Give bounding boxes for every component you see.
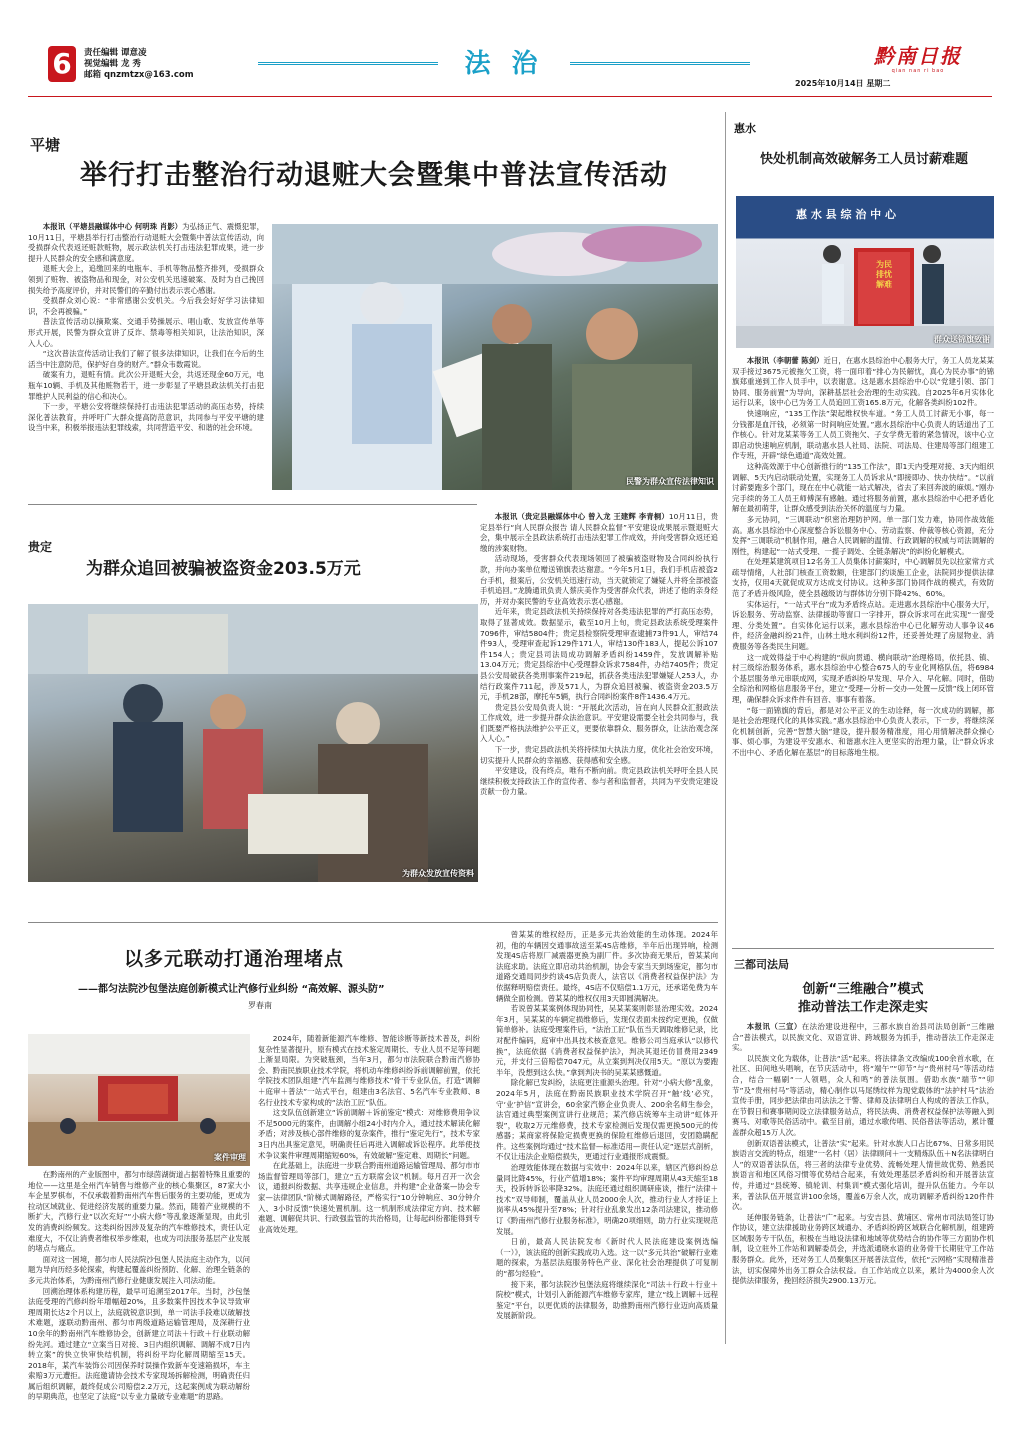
article-duyun	[28, 930, 719, 1402]
article-duyun-col1	[28, 1170, 250, 1402]
paragraph: 曾某某的维权经历，正是多元共治效能的生动体现。2024年初，他的车辆因交通事故送至某4S店维修，半年后出现异响，检测发现4S店将原厂减震器更换为副厂件。多次协商无果后，曾某某向法庭求助。法庭立即启动共治机制，协会专家当天到场鉴定，都匀市道路交通局同步约谈4S店负责人，法官以《消费者权益保护法》为依据释明赔偿责任。最终，4S店不仅赔偿1.1万元，还承诺免费为车辆做全面检测。曾某某的维权仅用3天即圆满解决。	[496, 930, 718, 1003]
paragraph: 下一步，贵定县政法机关将持续加大执法力度，优化社会治安环境，切实提升人民群众的幸福感、获得感和安全感。	[480, 745, 718, 765]
article-guiding	[28, 512, 718, 912]
section-divider	[732, 948, 994, 949]
article-sandu-lead: 本报讯（三宣）	[746, 1022, 802, 1031]
paper-pinyin: qian nan ri bao	[891, 68, 945, 74]
article-duyun-col3	[496, 930, 718, 1344]
paragraph: 下一步，平塘公安将继续保持打击违法犯罪活动的高压态势，持续深化普法教育，并呼吁广大群众提高防范意识，共同参与平安平塘的建设当中来，积极举报违法犯罪线索，共同营造平安、和谐的社会环境。	[28, 402, 264, 433]
article-guiding-title: 为群众追回被骗被盗资金203.5万元	[86, 559, 361, 579]
masthead	[0, 0, 1024, 100]
article-guiding-place: 贵定	[28, 540, 53, 554]
paragraph: 在处理某建筑项目12名务工人员集体讨薪案时，中心调解员先以拉家常方式疏导情绪，人社部门核查工资数额，住建部门约谈施工企业，法院同步提供法律支持，仅用4天就促成双方达成支付协议。这种多部门协同作战的模式，有效防范了矛盾升级风险，使全县越级访与群体访分别下降42%、60%。	[732, 557, 994, 599]
section-line-right	[570, 62, 750, 65]
paragraph: 多元协同，“三调联动”织密治理防护网。单一部门发力难，协同作战效能高。惠水县综治中心深度整合诉讼服务中心、劳动监察、仲裁等核心资源，充分发挥“三调联动”机制作用，融合人民调解的温情、行政调解的权威与司法调解的刚性，构建起“一站式受理、一揽子调处、全链条解决”的纠纷化解模式。	[732, 514, 994, 556]
article-huishui-lead: 本报讯（李朝蕾 陈剑）	[746, 356, 824, 365]
paragraph: 贵定县公安局负责人说：“开展此次活动，旨在向人民群众汇报政法工作成效，进一步提升群众法治意识。平安建设需要全社会共同参与，我们既要严格执法维护公平正义，更要依靠群众、服务群众，让法治观念深入人心。”	[480, 702, 718, 744]
paragraph: 破案有力，退赃有情。此次公开退赃大会，共返还现金60万元，电瓶车10辆、手机及其他赃物若干，进一步彰显了平塘县政法机关打击犯罪维护人民利益的信心和决心。	[28, 370, 264, 401]
paragraph: 这一成效得益于中心构建的“纵向贯通、横向联动”治理格局，依托县、镇、村三级综治服务体系，惠水县综治中心整合675人的专业化网格队伍，将6984个基层服务单元串联成网，实现矛盾纠纷早发现、早介入、早化解。同时，借助全综治和网格信息服务平台，建立“受理—分析—交办—处置—反馈”线上闭环管理，确保群众诉求件件有回音、事事有着落。	[732, 652, 994, 704]
column-divider	[725, 112, 726, 1344]
article-guiding-lead: 本报讯（贵定县融媒体中心 曾入龙 王建辉 李青桐）	[494, 512, 669, 521]
paragraph: 普法宣传活动以摘欺案、交通手势操展示、唱山歌、发放宣传单等形式开展，民警为群众宣讲了反诈、禁毒等相关知识，让法治知识，深入人心。	[28, 317, 264, 348]
section-title: 法 治	[464, 49, 544, 79]
paragraph: 活动现场，受害群众代表现场领回了被骗被盗财物及合同纠纷执行款，并向办案单位赠送锦旗表达谢意。“今年5月1日，我们手机店被盗2台手机，报案后，公安机关迅速行动，当天就锁定了嫌疑人并将全部被盗手机追回。”龙腾通讯负责人蔡庆美作为受害群众代表，讲述了他的亲身经历，并对办案民警的专业高效表示衷心感谢。	[480, 554, 718, 606]
article-pingtang	[28, 112, 718, 494]
police-handout-illustration	[28, 604, 478, 882]
editor-credit	[84, 48, 194, 81]
photo-caption: 为群众发放宣传资料	[402, 869, 474, 878]
paragraph: 平安建设，没有终点，唯有不断向前。贵定县政法机关呼吁全县人民继续积极支持政法工作的宣传者、参与者和监督者，共同为平安贵定建设贡献一份力量。	[480, 766, 718, 797]
article-sandu	[732, 956, 994, 1344]
paragraph: 以民族文化为载体，让普法“活”起来。将法律条文改编成100余首水歌，在社区、田间地头唱响，在节庆活动中，将“端午”“卯节”与“贵州村马”等活动结合，结合一幅刷“一人领唱，众人和鸣”的普法氛围。借助水族“端节”“卯节”及“贵州村马”等活动，精心制作以马尾绣纹样为现党载体的“法护村马”法治宣传手册，同步把法律由司法法之干警、律师及法律明白人构成的普法工作队，在节假日和赛事期间设立法律服务站点，将民法典、消费者权益保护法等融入到赛马、对歌等民俗活动中。截至目前，通过水歌传唱、民俗普法等活动，累计覆盖群众超15万人次。	[732, 1053, 994, 1137]
photo-caption: 案件审理	[214, 1153, 246, 1162]
article-huishui-place: 惠水	[734, 122, 756, 135]
issue-date: 2025年10月14日 星期二	[795, 79, 891, 88]
article-guiding-photo	[28, 604, 478, 882]
paragraph: 这种高效源于中心创新推行的“135工作法”，即1天内受理对接、3天内组织调解、5天内启动联动处置，实现务工人员诉求从“即接即办、快办快结”。“以前讨薪要跑多个部门，现在在中心就能一站式解决，省去了来回奔波的麻烦。”刚办完手续的务工人员王师傅深有感触。通过将服务前置，惠水县综治中心把矛盾化解在最初萌芽，让群众感受到法治关怀的温度与力量。	[732, 461, 994, 514]
article-sandu-title-1: 创新“三维融合”模式	[802, 982, 924, 997]
article-guiding-body	[480, 512, 718, 912]
article-duyun-title: 以多元联动打通治理堵点	[124, 948, 345, 970]
paragraph: 面对这一困境，都匀市人民法院沙包堡人民法庭主动作为，以问题为导向历经多轮探索，构建起覆盖纠纷预防、化解、治理全链条的多元共治体系，为黔南州汽修行业健康发展注入司法动能。	[28, 1254, 250, 1285]
section-divider	[28, 922, 718, 923]
article-huishui-photo	[736, 196, 994, 348]
paragraph: 退赃大会上，追缴回来的电瓶车、手机等物品整齐排列，受损群众领到了赃物、被盗物品和现金，对公安机关迅速破案、及时为自己挽回损失给予高度评价，并对民警们的辛勤付出表示衷心感谢。	[28, 264, 264, 295]
article-duyun-subtitle: ——都匀法院沙包堡法庭创新模式让汽修行业纠纷 “高效解、源头防”	[78, 984, 385, 995]
paragraph: 10月11日，贵定县举行“向人民群众报告 请人民群众监督”平安建设成果展示暨退赃大会，集中展示全县政法系统打击违法犯罪工作成效，并向受害群众返还追缴的涉案财物。	[480, 512, 718, 553]
paragraph: 近年来，贵定县政法机关持续保持对各类违法犯罪的严打高压态势，取得了显著成效。数据显示，截至10月上旬，贵定县政法系统受理案件7096件，审结5804件；贵定县检察院受理审查逮捕73件91人，审结74件93人，受理审查起诉129件171人，审结130件183人，提起公诉107件154人；贵定县司法局成功调解矛盾纠纷1459件，发放调解补贴13.04万元；贵定县综治中心受理群众诉求7584件，办结7405件；贵定县公安局破获各类刑事案件219起，抓获各类违法犯罪嫌疑人253人，办结行政案件711起，涉及571人，为群众追回被骗、被盗资金203.5万元，手机28部，摩托车5辆，执行合同纠纷案件8件1436.4万元。	[480, 607, 718, 702]
paragraph: 在黔南州的产业版图中，都匀市绿茵湖街道占据着特殊且重要的地位——这里是全州汽车销售与维修产业的核心集聚区，87家大小车企星罗棋布，不仅承载着黔南州汽车售后服务的主要功能，更成为拉动区域就业、促进经济发展的重要力量。然而，随着产业规模的不断扩大，汽修行业“以次充好”“小病大修”等乱象逐渐显现，由此引发的消费纠纷频发。这类纠纷因涉及复杂的汽车维修技术，责任认定难度大，不仅让消费者维权举步维艰，也成为司法服务基层产业发展的堵点与痛点。	[28, 1170, 250, 1254]
paragraph: 这支队伍创新建立“诉前调解＋诉前鉴定”模式：对维修费用争议不足5000元的案件，由调解小组24小时内介入，通过技术解读化解矛盾；对涉及核心部件维修的复杂案件，推行“鉴定先行”，技术专家3日内出具鉴定意见，明确责任后再进入调解或诉讼程序。此举使技术争议案件审理周期缩短60%，有效破解“鉴定难、周期长”问题。	[258, 1108, 481, 1160]
article-huishui-title: 快处机制高效破解务工人员讨薪难题	[760, 152, 969, 167]
article-sandu-body	[732, 1022, 994, 1344]
photo-sign: 惠 水 县 综 治 中 心	[796, 208, 896, 221]
paragraph: 除化解已发纠纷，法庭更注重源头治理。针对“小病大修”乱象，2024年5月，法庭在黔南民族职业技术学院召开“触‘线’必究，守‘业’护信”宣讲会，60余家汽修企业负责人、200余名师生参会，法官通过典型案例宣讲行业规范；某汽修店统筹车主动讲“虹体开裂”，收取2万元维修费，技术专家检测后发现仅需更换500元的传感器；某商家将保险定损费更换的保险杠维修后退回，安团隐瞒配件。这些案例均通过“技术监督—标准适用—责任认定”逐层式剖析，不仅让违法企业赔偿损失，更通过行业通报形成震慑。	[496, 1078, 719, 1162]
photo-caption: 群众送锦旗致谢	[934, 335, 990, 344]
paragraph: 在此基础上，法庭进一步联合黔南州道路运输管理局、都匀市市场监督管理局等部门，建立“五方联席会议”机制。每月召开一次会议，通报纠纷数据、共享违规企业信息，并构建“企业备案—协会专家—法律团队”阶梯式调解路径，严格实行“10分钟响应、30分钟介入、3小时反馈”快速处置机制。这一机制形成法律定方向、技术解难题、调解促共识、行政强监管的共治格局，让每起纠纷都能得到专业高效处理。	[258, 1161, 480, 1234]
paragraph: 近日，在惠水县综治中心服务大厅，务工人员龙某某双手接过3675元被拖欠工资，将一面印着“排心为民解忧，真心为民办事”的锦旗郑重递到工作人员手中，以表谢意。这是惠水县综治中心以“党建引领、部门协同、服务前置”为导向，深耕基层社会治理的生动实践。自2025年6月实体化运行以来，该中心已为务工人员追回工资165.8万元，化解各类纠纷102件。	[732, 356, 994, 408]
paragraph: 受损群众刘心说：“非常感谢公安机关。今后我会好好学习法律知识，不会再被骗。”	[28, 296, 264, 316]
paragraph: 延伸服务链条，让普法“广”起来。与安吉县、黄埔区、常州市司法局签订协作协议，建立法律援助业务跨区域通办、矛盾纠纷跨区域联合化解机制，组建跨区域服务专干队伍，积极在当地设法律和地域等优势结合的协作等三方面协作机制，设立驻外工作站和调解委员会，并选派通晓水语的业务骨干长期驻守工作站服务群众。此外，还对务工人员聚集区开展普法宣传，依托“云网格”实现精准普法，切实保障外出务工群众合法权益。自工作站成立以来，累计为4000余人次提供法律服务，挽回经济损失2900.13万元。	[732, 1212, 994, 1286]
article-sandu-title-2: 推动普法工作走深走实	[797, 1000, 928, 1015]
article-duyun-photo	[28, 1034, 250, 1166]
paragraph: 在法治建设进程中，三都水族自治县司法局创新“三维融合”普法模式，以民族文化、双语宣讲、跨域服务为抓手，推动普法工作走深走实。	[732, 1022, 994, 1053]
paragraph: 治理效能体现在数据与实效中：2024年以来，辖区汽修纠纷总量同比降45%，行业产值增18%；案件平均审理周期从43天缩至18天，投诉转诉讼率降32%。法庭还通过组织调研座谈，推行“法律＋技术”双导师制，覆盖从业人员2000余人次，推动行业人才持证上岗率从45%提升至78%；针对行业乱象发出12条司法建议，推动修订《黔南州汽修行业服务标准》，明确20项细则，助力行业实现规范发展。	[496, 1163, 718, 1236]
page-number-badge: 6	[48, 46, 76, 82]
editor-email: 邮箱 qnzmtzx@163.com	[84, 70, 194, 80]
editor-line-2: 视觉编辑 龙 秀	[84, 59, 141, 69]
paragraph: “这次普法宣传活动让我们了解了很多法律知识，让我们在今后的生活当中注意防范，保护好自身的财产。”群众韦数霞说。	[28, 349, 264, 369]
police-crowd-illustration	[272, 224, 718, 490]
editor-line-1: 责任编辑 谭意凌	[84, 48, 147, 58]
paragraph: “每一面锦旗的背后，都是对公平正义的生动诠释，每一次成功的调解，都是社会治理现代化的具体实践。”惠水县综治中心负责人表示，下一步，将继续深化机制创新，完善“智慧大脑”建设，提升服务精准度，用心用情解决群众操心事、烦心事，为建设平安惠水、和谐惠水注入更坚实的治理力量，让“群众诉求不出中心、矛盾化解在基层”的目标落地生根。	[732, 705, 994, 757]
section-divider	[28, 504, 477, 505]
banner-text: 为民排忧解难	[876, 260, 892, 289]
paragraph: 回溯治理体系构建历程，最早可追溯至2017年。当时，沙包堡法庭受理的汽修纠纷年增幅超20%，且多数案件因技术争议导致审理周期长达2个月以上，法庭就锐意识到，单一司法手段难以破解技术难题，遂联动黔南州、都匀市两级道路运输管理局，及深耕行业10余年的黔南州汽车维修协会，创新建立司法＋行政＋行业联动解纷先河。通过建立“立案当日对接、3日内组织调解、调解不成7日内转立案”的快立快审快结机制，将纠纷平均化解周期缩至15天。2018年，某汽车装饰公司因保养时误操作致新车变速箱损坏，车主索赔3万元遭拒。法庭邀请协会技术专家现场拆解检测，明确责任归属后组织调解，最终促成公司赔偿2.2万元，这起案例成为联动解纷的早期典范，也坚定了法庭“以专业力量破专业难题”的思路。	[28, 1286, 250, 1402]
paragraph: 为弘扬正气、震慑犯罪，10月11日，平塘县举行打击整治行动退赃大会暨集中普法宣传活动，向受损群众代表返还赃款赃物，展示政法机关打击违法犯罪成果，进一步提升人民群众的安全感和满意度。	[28, 222, 264, 263]
article-huishui-body	[732, 356, 994, 942]
article-pingtang-lead: 本报讯（平塘县融媒体中心 何明珠 肖影）	[42, 222, 183, 231]
paragraph: 创新双语普法模式，让普法“实”起来。针对水族人口占比67%、日常多用民族语言交流的特点，组建“一名村（居）法律顾问＋一支精炼队伍＋N名法律明白人”的双语普法队伍，将三者的法律专业优势、流畅处理人情世故优势、熟悉民族语言和地区风俗习惯等优势结合起来，有效处理基层矛盾纠纷和开展普法宣传，并通过“县统筹、镇轮训、村集训”模式强化培训，提升队伍能力。今年以来，普法队伍开展宣讲100余场，覆盖6万余人次，成功调解矛盾纠纷120件件次。	[732, 1138, 994, 1212]
article-pingtang-body	[28, 222, 264, 492]
article-huishui	[732, 112, 994, 942]
article-duyun-author: 罗春南	[248, 1001, 272, 1010]
paragraph: 实体运行，“一站式平台”成为矛盾终点站。走进惠水县综治中心服务大厅，诉讼服务、劳动监察、法律援助等窗口一字排开，群众诉求可在此实现“一窗受理、分类处置”。自实体化运行以来，惠水县综治中心已化解劳动人事争议46件，经济金融纠纷21件，山林土地水利纠纷12件，还妥善处理了房屋物业、消费服务等各类民生问题。	[732, 599, 994, 652]
article-duyun-col2	[258, 1034, 480, 1344]
paper-name: 黔南日报	[874, 44, 962, 68]
paragraph: 若说曾某某案例体现协同性，吴某某案则彰显治理实效。2024年3月，吴某某的车辆定损维修后，发现仅表面未按约定更换，仅做简单修补。法庭受理案件后，“法治工匠”队伍当天调取维修记录，比对配件编码，庭审中出具技术核查意见。维修公司当庭承认“以修代换”，法庭依据《消费者权益保护法》，判决其退还仿冒费用2349元，并支付三倍赔偿7047元，从立案到判决仅用5天。“原以为要跑半年，没想到这么快。”拿到判决书的吴某某感慨道。	[496, 1004, 718, 1077]
photo-caption: 民警为群众宣传法律知识	[626, 477, 714, 486]
paragraph: 2024年，随着新能源汽车维修、智能诊断等新技术普及，纠纷复杂性显著提升，原有模式在技术鉴定周期长、专业人员不足等问题上渐显局限。为突破瓶颈，当年3月，都匀市法院联合黔南汽修协会、黔南民族职业技术学院，将机动车维修纠纷诉前调解前置，依托学院技术团队组建“汽车监测与维修技术”骨干专业队伍，打造“调解＋庭审＋普法”一站式平台，组建由3名法官、5名汽车专业教师、8名行业技术专家构成的“法治工匠”队伍。	[258, 1034, 480, 1107]
section-line-left	[258, 62, 438, 65]
article-pingtang-photo	[272, 224, 718, 490]
paragraph: 快速响应，“135工作法”架起维权快车道。“务工人员工讨薪无小事，每一分钱都是血汗钱，必须第一时间响应处置。”惠水县综治中心负责人的话道出了工作核心。针对龙某某等务工人员工资拖欠、子女学费无着的紧急情况，该中心立即启动快速响应机制，联动惠水县人社局、法院、司法局、住建局等部门组建工作专班，开辟“绿色通道”高效处置。	[732, 408, 994, 461]
article-pingtang-title: 举行打击整治行动退赃大会暨集中普法宣传活动	[80, 160, 668, 191]
paragraph: 日前，最高人民法院发布《新时代人民法庭建设案例选编（一）》，该法庭的创新实践成功入选。这一以“多元共治”破解行业难题的探索，为基层法庭服务特色产业、深化社会治理提供了可复制的“都匀经验”。	[496, 1237, 718, 1278]
article-pingtang-place: 平塘	[30, 136, 61, 154]
courtroom-illustration	[28, 1034, 250, 1166]
header-rule	[28, 96, 992, 97]
article-sandu-place: 三都司法局	[734, 958, 789, 971]
paragraph: 接下来，都匀法院沙包堡法庭将继续深化“司法＋行政＋行业＋院校”模式，计划引入新能源汽车维修专家库，建立“线上调解＋远程鉴定”平台，以更优质的法律服务，助推黔南州汽修行业迈向高质量发展新阶段。	[496, 1279, 718, 1321]
paper-logo	[858, 44, 978, 74]
